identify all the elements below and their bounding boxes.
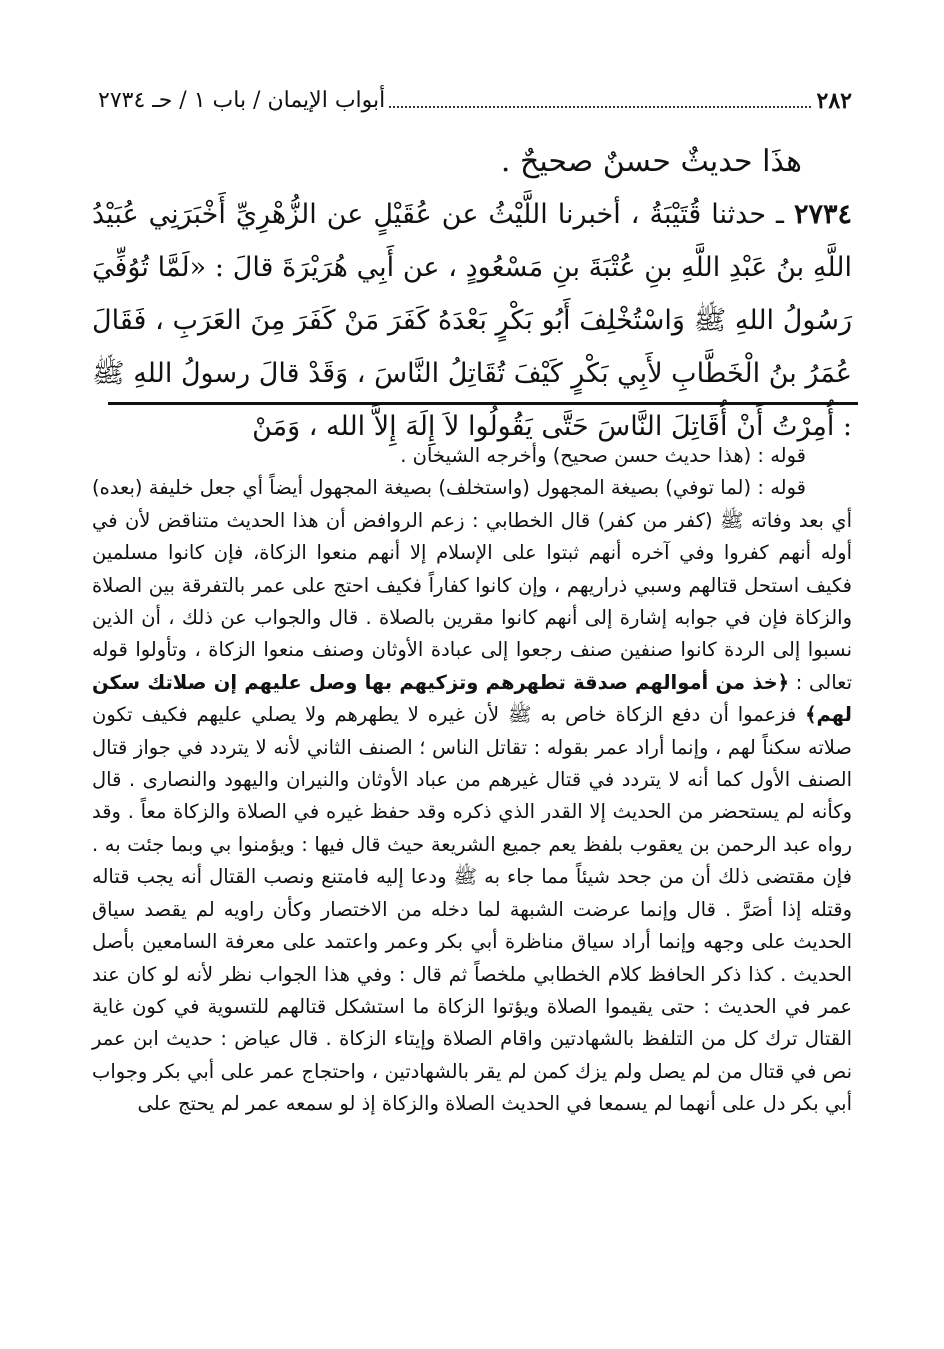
hadith-paragraph [92,188,852,453]
page-number: ٢٨٢ [816,88,852,114]
hadith-number: ٢٧٣٤ [793,199,852,230]
hadith-text-block [92,135,852,453]
quran-quote: ﴿خذ من أموالهم صدقة تطهرهم وتزكيهم بها وصل عليهم إن صلاتك سكن لهم﴾ [92,670,852,727]
running-header [92,82,852,116]
commentary-text-after-quote: فزعموا أن دفع الزكاة خاص به ﷺ لأن غيره لا يطهرهم ولا يصلي عليهم فكيف تكون صلاته سكناً لهم ، وإنما أراد عمر بقوله : تقاتل الناس ؛ الصنف الثاني لأنه لا يتردد في جواز قتال الصنف الأول كما أنه لا يتردد في قتال غيرهم من عباد الأوثان والنيران واليهود والنصارى . قال وكأنه لم يستحضر من الحديث إلا القدر الذي ذكره وقد حفظ غيره في الصلاة والزكاة معاً . وقد رواه عبد الرحمن بن يعقوب بلفظ يعم جميع الشريعة حيث قال فيها : ويؤمنوا بي وبما جئت به . فإن مقتضى ذلك أن من جحد شيئاً مما جاء به ﷺ ودعا إليه فامتنع ونصب القتال أنه يجب قتاله وقتله إذا أصَرَّ . قال وإنما عرضت الشبهة لما دخله من الاختصار وكأن راويه لم يقصد سياق الحديث على وجهه وإنما أراد سياق مناظرة أبي بكر وعمر واعتمد على معرفة السامعين بأصل الحديث . كذا ذكر الحافظ كلام الخطابي ملخصاً ثم قال : وفي هذا الجواب نظر لأنه لو كان عند عمر في الحديث : حتى يقيموا الصلاة ويؤتوا الزكاة ما استشكل قتالهم للتسوية في كون غاية القتال ترك كل من التلفظ بالشهادتين واقام الصلاة وإيتاء الزكاة . قال عياض : حديث ابن عمر نص في قتال من لم يصل ولم يزك كمن لم يقر بالشهادتين ، واحتجاج عمر على أبي بكر وجواب أبي بكر دل على أنهما لم يسمعا في الحديث الصلاة والزكاة إذ لو سمعه عمر لم يحتج على [92,703,852,1116]
commentary-block [92,440,852,1121]
section-divider [108,402,858,405]
dotted-leader [389,106,810,108]
commentary-paragraph-2 [92,472,852,1120]
commentary-text-before-quote: قوله : (لما توفي) بصيغة المجهول (واستخلف) بصيغة المجهول أيضاً أي جعل خليفة (بعده) أي بعد وفاته ﷺ (كفر من كفر) قال الخطابي : زعم الروافض أن هذا الحديث متناقض لأن في أوله أنهم كفروا وفي آخره أنهم ثبتوا على الإسلام إلا أنهم منعوا الزكاة، فإن كانوا مسلمين فكيف استحل قتالهم وسبي ذراريهم ، وإن كانوا كفاراً فكيف احتج على عمر بالتفرقة بين الصلاة والزكاة فإن في جوابه إشارة إلى أنهم كانوا مقرين بالصلاة . قال والجواب عن ذلك ، أن الذين نسبوا إلى الردة كانوا صنفين صنف رجعوا إلى عبادة الأوثان وصنف منعوا الزكاة ، وتأولوا قوله تعالى : [92,476,852,694]
commentary-paragraph-1: قوله : (هذا حديث حسن صحيح) وأخرجه الشيخان . [400,444,806,467]
chapter-title: أبواب الإيمان / باب ١ / حـ ٢٧٣٤ [98,88,386,113]
hadith-body: ـ حدثنا قُتَيْبَةُ ، أخبرنا اللَّيْثُ عن عُقَيْلٍ عن الزُّهْرِيِّ أَخْبَرَنِي عُبَيْدُ اللَّهِ بنُ عَبْدِ اللَّهِ بنِ عُتْبَةَ بنِ مَسْعُودٍ ، عن أَبِي هُرَيْرَةَ قالَ : «لَمَّا تُوُفِّيَ رَسُولُ اللهِ ﷺ وَاسْتُخْلِفَ أَبُو بَكْرٍ بَعْدَهُ كَفَرَ مَنْ كَفَرَ مِنَ العَرَبِ ، فَقَالَ عُمَرُ بنُ الْخَطَّابِ لأَبِي بَكْرٍ كَيْفَ تُقَاتِلُ النَّاسَ ، وَقَدْ قالَ رسولُ اللهِ ﷺ : أُمِرْتُ أَنْ أُقَاتِلَ النَّاسَ حَتَّى يَقُولُوا لاَ إِلَهَ إِلاَّ الله ، وَمَنْ [92,199,852,442]
hadith-verdict-line: هذَا حديثٌ حسنٌ صحيحٌ . [500,144,802,179]
